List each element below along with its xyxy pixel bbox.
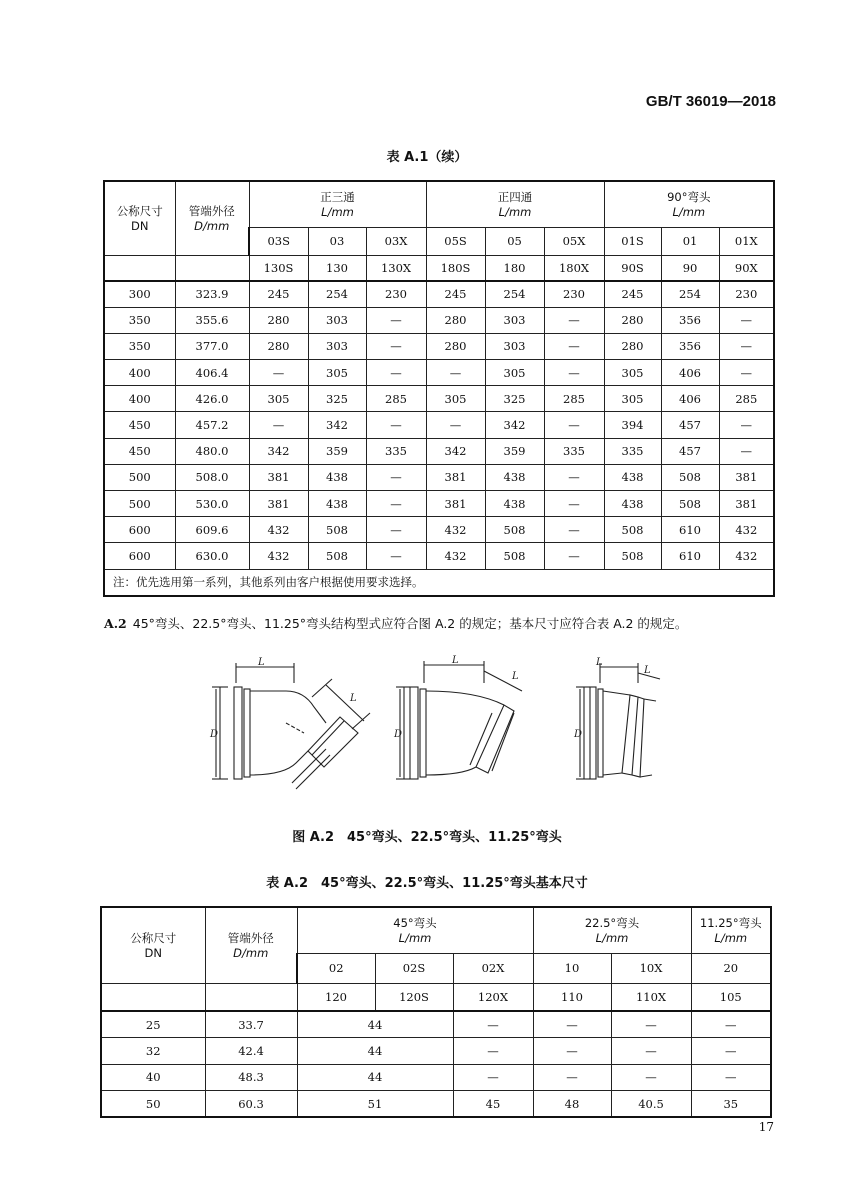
code-row-2: 130S 130 130X 180S 180 180X 90S 90 90X — [104, 255, 774, 281]
table-a2-caption: 表 A.2 45°弯头、22.5°弯头、11.25°弯头基本尺寸 — [266, 876, 588, 891]
label-l-6: L — [644, 665, 651, 676]
dn-header: 公称尺寸 DN — [104, 181, 175, 255]
label-d-2: D — [394, 729, 403, 740]
table-cell: — — [533, 1038, 611, 1065]
table-a1-note: 注：优先选用第一系列，其他系列由客户根据使用要求选择。 — [104, 569, 774, 596]
table-cell: — — [366, 464, 426, 490]
table-cell: 303 — [308, 333, 366, 359]
table-cell: 50 — [101, 1091, 205, 1118]
table-cell: 305 — [604, 360, 661, 386]
table-cell: 350 — [104, 333, 175, 359]
table-a1-caption: 表 A.1（续） — [386, 150, 468, 165]
table-row — [101, 1064, 771, 1091]
table-row — [104, 386, 774, 412]
table-cell: 342 — [308, 412, 366, 438]
table-cell: 350 — [104, 307, 175, 333]
table-cell: 432 — [426, 517, 485, 543]
table-cell: 432 — [249, 517, 308, 543]
table-cell: — — [453, 1011, 533, 1038]
table-cell: 285 — [366, 386, 426, 412]
table-cell: — — [366, 307, 426, 333]
table-cell: 438 — [485, 491, 544, 517]
table-cell: 342 — [485, 412, 544, 438]
table-cell: — — [611, 1038, 691, 1065]
table-row — [104, 438, 774, 464]
label-l-4: L — [512, 671, 519, 682]
table-cell: — — [366, 491, 426, 517]
table-cell: 280 — [249, 307, 308, 333]
table-cell: — — [719, 412, 774, 438]
table-cell: 335 — [366, 438, 426, 464]
table-cell: 381 — [249, 464, 308, 490]
od-header: 管端外径 D/mm — [175, 181, 249, 255]
table-cell: 457.2 — [175, 412, 249, 438]
label-l-5: L — [596, 657, 603, 668]
table-cell: 254 — [485, 281, 544, 307]
table-cell: 33.7 — [205, 1011, 297, 1038]
table-cell: 305 — [604, 386, 661, 412]
table-cell: 630.0 — [175, 543, 249, 569]
table-row — [104, 543, 774, 569]
table-cell: — — [249, 412, 308, 438]
table-cell: 356 — [661, 307, 719, 333]
table-row — [104, 412, 774, 438]
table-cell: 325 — [308, 386, 366, 412]
table-cell: 377.0 — [175, 333, 249, 359]
table-cell: 610 — [661, 517, 719, 543]
table-cell: — — [544, 464, 604, 490]
table-cell: — — [691, 1038, 771, 1065]
table-cell: — — [719, 307, 774, 333]
table-cell: 355.6 — [175, 307, 249, 333]
table-row — [104, 281, 774, 307]
table-cell: 40 — [101, 1064, 205, 1091]
table-cell: 280 — [426, 333, 485, 359]
table-cell: 45 — [453, 1091, 533, 1118]
table-cell: 356 — [661, 333, 719, 359]
standard-code: GB/T 36019—2018 — [645, 93, 776, 110]
label-d-3: D — [574, 729, 583, 740]
code-row-2-t2: 120 120S 120X 110 110X 105 — [101, 983, 771, 1011]
table-cell: 285 — [544, 386, 604, 412]
table-cell: — — [544, 412, 604, 438]
table-cell: 280 — [604, 333, 661, 359]
page-number: 17 — [758, 1120, 774, 1134]
table-row — [104, 307, 774, 333]
table-cell: 432 — [719, 517, 774, 543]
table-cell: 305 — [485, 360, 544, 386]
table-cell: 381 — [719, 464, 774, 490]
table-cell: — — [719, 333, 774, 359]
table-cell: 508 — [604, 517, 661, 543]
table-cell: — — [533, 1011, 611, 1038]
table-cell: 44 — [297, 1064, 453, 1091]
label-l-2: L — [350, 693, 357, 704]
table-cell: 457 — [661, 412, 719, 438]
table-cell: 508.0 — [175, 464, 249, 490]
table-cell: 381 — [719, 491, 774, 517]
table-cell: 609.6 — [175, 517, 249, 543]
table-cell: — — [544, 491, 604, 517]
table-cell: 500 — [104, 464, 175, 490]
table-row — [101, 1091, 771, 1118]
table-cell: 342 — [426, 438, 485, 464]
group-header-elbow90: 90°弯头 L/mm — [604, 181, 774, 227]
table-row — [101, 1038, 771, 1065]
table-cell: 300 — [104, 281, 175, 307]
table-cell: 342 — [249, 438, 308, 464]
table-cell: 285 — [719, 386, 774, 412]
table-cell: — — [366, 412, 426, 438]
table-cell: 305 — [249, 386, 308, 412]
table-cell: 394 — [604, 412, 661, 438]
figure-a2-caption: 图 A.2 45°弯头、22.5°弯头、11.25°弯头 — [292, 830, 562, 845]
table-cell: — — [426, 412, 485, 438]
group-header-elbow11-25: 11.25°弯头 L/mm — [691, 907, 771, 953]
table-cell: 32 — [101, 1038, 205, 1065]
table-cell: 359 — [308, 438, 366, 464]
table-cell: 230 — [544, 281, 604, 307]
table-cell: 530.0 — [175, 491, 249, 517]
table-cell: — — [366, 543, 426, 569]
table-cell: — — [366, 333, 426, 359]
table-cell: — — [544, 360, 604, 386]
table-cell: 438 — [485, 464, 544, 490]
table-cell: 44 — [297, 1011, 453, 1038]
table-cell: 245 — [604, 281, 661, 307]
table-cell: — — [611, 1011, 691, 1038]
table-cell: 254 — [661, 281, 719, 307]
dn-header-2: 公称尺寸 DN — [101, 907, 205, 983]
table-cell: 438 — [308, 491, 366, 517]
table-cell: — — [719, 360, 774, 386]
group-header-tee: 正三通 L/mm — [249, 181, 426, 227]
table-cell: 457 — [661, 438, 719, 464]
table-row — [104, 464, 774, 490]
table-cell: 381 — [249, 491, 308, 517]
od-header-2: 管端外径 D/mm — [205, 907, 297, 983]
table-row — [104, 491, 774, 517]
code-row-1-t2: 02 02S 02X 10 10X 20 — [101, 953, 771, 983]
table-cell: 432 — [719, 543, 774, 569]
table-cell: — — [691, 1064, 771, 1091]
table-cell: 500 — [104, 491, 175, 517]
table-cell: 508 — [485, 517, 544, 543]
table-cell: 42.4 — [205, 1038, 297, 1065]
table-cell: 335 — [544, 438, 604, 464]
table-cell: 400 — [104, 360, 175, 386]
table-cell: 432 — [426, 543, 485, 569]
table-cell: — — [544, 333, 604, 359]
table-cell: 508 — [661, 491, 719, 517]
figure-a2-elbows — [200, 655, 680, 815]
table-cell: 610 — [661, 543, 719, 569]
table-row — [104, 360, 774, 386]
table-cell: 406 — [661, 360, 719, 386]
elbow-11-25-drawing — [576, 663, 660, 779]
group-header-elbow22-5: 22.5°弯头 L/mm — [533, 907, 691, 953]
table-cell: — — [611, 1064, 691, 1091]
table-cell: — — [544, 543, 604, 569]
table-cell: 508 — [308, 543, 366, 569]
elbow-22-5-drawing — [396, 661, 522, 779]
table-cell: — — [453, 1064, 533, 1091]
table-cell: 406.4 — [175, 360, 249, 386]
table-a2 — [100, 906, 772, 1118]
table-cell: 335 — [604, 438, 661, 464]
table-cell: 48 — [533, 1091, 611, 1118]
table-cell: 450 — [104, 438, 175, 464]
table-cell: 406 — [661, 386, 719, 412]
table-cell: 323.9 — [175, 281, 249, 307]
table-cell: 400 — [104, 386, 175, 412]
table-cell: 508 — [485, 543, 544, 569]
table-a1 — [103, 180, 775, 597]
table-cell: 280 — [249, 333, 308, 359]
table-cell: 303 — [308, 307, 366, 333]
table-cell: — — [249, 360, 308, 386]
table-cell: 480.0 — [175, 438, 249, 464]
table-cell: 44 — [297, 1038, 453, 1065]
table-cell: — — [366, 360, 426, 386]
label-d-1: D — [210, 729, 219, 740]
label-l-3: L — [452, 655, 459, 666]
table-cell: 305 — [308, 360, 366, 386]
table-cell: 600 — [104, 517, 175, 543]
label-l-1: L — [258, 657, 265, 668]
table-cell: 450 — [104, 412, 175, 438]
table-cell: 438 — [308, 464, 366, 490]
table-cell: 426.0 — [175, 386, 249, 412]
table-cell: 325 — [485, 386, 544, 412]
table-cell: 245 — [426, 281, 485, 307]
table-cell: 303 — [485, 307, 544, 333]
table-cell: 245 — [249, 281, 308, 307]
elbow-45-drawing — [212, 663, 370, 789]
table-cell: 508 — [308, 517, 366, 543]
clause-a2: A.2 45°弯头、22.5°弯头、11.25°弯头结构型式应符合图 A.2 的规定；基本尺寸应符合表 A.2 的规定。 — [104, 616, 688, 631]
table-cell: 438 — [604, 491, 661, 517]
table-cell: — — [691, 1011, 771, 1038]
table-cell: 230 — [719, 281, 774, 307]
group-header-cross: 正四通 L/mm — [426, 181, 604, 227]
table-cell: 381 — [426, 491, 485, 517]
table-cell: 432 — [249, 543, 308, 569]
table-cell: 508 — [661, 464, 719, 490]
table-cell: — — [426, 360, 485, 386]
table-row — [101, 1011, 771, 1038]
code-row-1: 03S 03 03X 05S 05 05X 01S 01 01X — [104, 227, 774, 255]
table-cell: 305 — [426, 386, 485, 412]
table-cell: 35 — [691, 1091, 771, 1118]
table-cell: — — [453, 1038, 533, 1065]
table-cell: 230 — [366, 281, 426, 307]
table-cell: 25 — [101, 1011, 205, 1038]
table-cell: 303 — [485, 333, 544, 359]
table-cell: 60.3 — [205, 1091, 297, 1118]
table-row — [104, 333, 774, 359]
table-row — [104, 517, 774, 543]
table-cell: 40.5 — [611, 1091, 691, 1118]
table-cell: — — [544, 307, 604, 333]
table-cell: 48.3 — [205, 1064, 297, 1091]
table-cell: — — [719, 438, 774, 464]
table-cell: 438 — [604, 464, 661, 490]
table-cell: — — [533, 1064, 611, 1091]
table-cell: 51 — [297, 1091, 453, 1118]
table-cell: 600 — [104, 543, 175, 569]
table-cell: — — [366, 517, 426, 543]
table-cell: 280 — [426, 307, 485, 333]
table-cell: 254 — [308, 281, 366, 307]
table-cell: 508 — [604, 543, 661, 569]
table-cell: 280 — [604, 307, 661, 333]
table-cell: — — [544, 517, 604, 543]
table-cell: 359 — [485, 438, 544, 464]
table-cell: 381 — [426, 464, 485, 490]
group-header-elbow45: 45°弯头 L/mm — [297, 907, 533, 953]
